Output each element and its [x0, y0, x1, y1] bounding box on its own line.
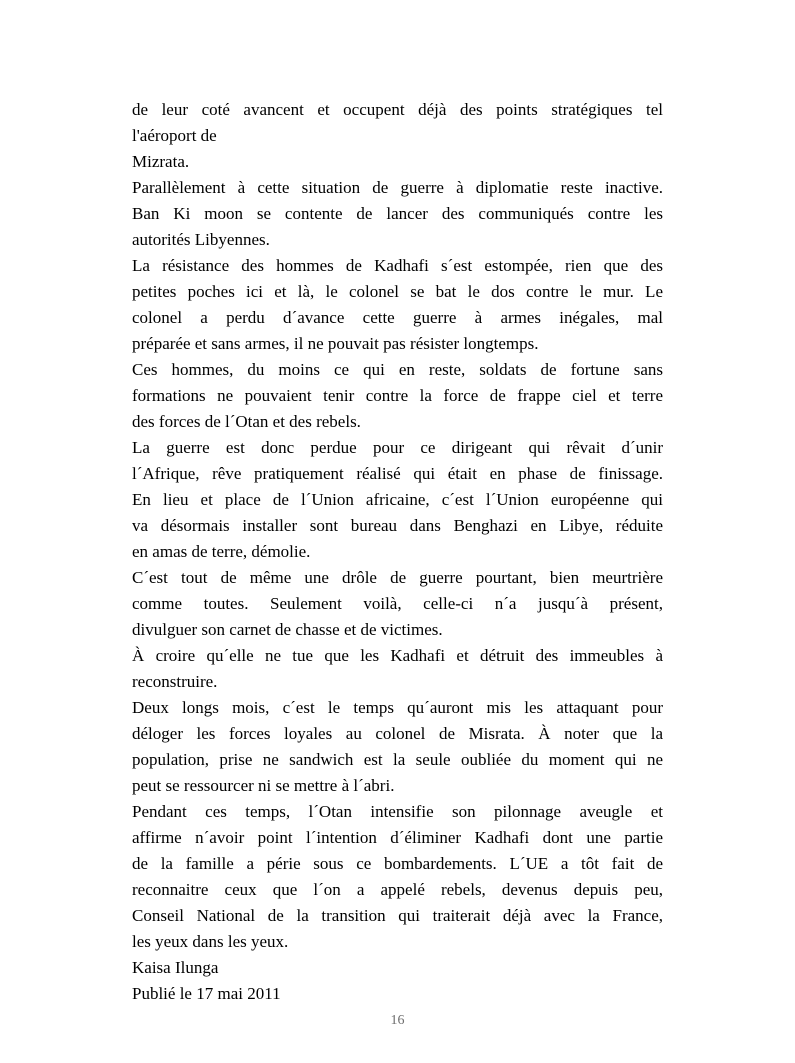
publish-date-line: Publié le 17 mai 2011: [132, 984, 281, 1003]
text-line: de leur coté avancent et occupent déjà des points stratégiques tel: [132, 100, 663, 119]
text-line: Pendant ces temps, l´Otan intensifie son pilonnage aveugle et: [132, 802, 663, 821]
text-line: Ces hommes, du moins ce qui en reste, soldats de fortune sans: [132, 360, 663, 379]
text-line: affirme n´avoir point l´intention d´éliminer Kadhafi dont une partie: [132, 828, 663, 847]
text-line: En lieu et place de l´Union africaine, c´est l´Union européenne qui: [132, 490, 663, 509]
text-line: préparée et sans armes, il ne pouvait pas résister longtemps.: [132, 334, 539, 353]
text-line: colonel a perdu d´avance cette guerre à armes inégales, mal: [132, 308, 663, 327]
text-line: La guerre est donc perdue pour ce dirigeant qui rêvait d´unir: [132, 438, 663, 457]
text-line: Deux longs mois, c´est le temps qu´auront mis les attaquant pour: [132, 698, 663, 717]
text-line: peut se ressourcer ni se mettre à l´abri.: [132, 776, 395, 795]
text-line: de la famille a périe sous ce bombardements. L´UE a tôt fait de: [132, 854, 663, 873]
text-line: formations ne pouvaient tenir contre la force de frappe ciel et terre: [132, 386, 663, 405]
text-line: divulguer son carnet de chasse et de victimes.: [132, 620, 443, 639]
text-line: Conseil National de la transition qui traiterait déjà avec la France,: [132, 906, 663, 925]
text-line: va désormais installer sont bureau dans Benghazi en Libye, réduite: [132, 516, 663, 535]
text-line: À croire qu´elle ne tue que les Kadhafi et détruit des immeubles à: [132, 646, 663, 665]
text-line: population, prise ne sandwich est la seule oubliée du moment qui ne: [132, 750, 663, 769]
text-line: autorités Libyennes.: [132, 230, 270, 249]
author-line: Kaisa Ilunga: [132, 958, 219, 977]
text-line: Parallèlement à cette situation de guerre à diplomatie reste inactive.: [132, 178, 663, 197]
text-line: déloger les forces loyales au colonel de Misrata. À noter que la: [132, 724, 663, 743]
text-line: l'aéroport de: [132, 126, 217, 145]
document-body: [132, 97, 663, 1007]
text-line: en amas de terre, démolie.: [132, 542, 311, 561]
text-line: C´est tout de même une drôle de guerre pourtant, bien meurtrière: [132, 568, 663, 587]
text-line: Ban Ki moon se contente de lancer des communiqués contre les: [132, 204, 663, 223]
text-line: Mizrata.: [132, 152, 190, 171]
text-line: comme toutes. Seulement voilà, celle-ci n´a jusqu´à présent,: [132, 594, 663, 613]
page-number: 16: [390, 1013, 405, 1028]
text-line: l´Afrique, rêve pratiquement réalisé qui était en phase de finissage.: [132, 464, 663, 483]
text-line: La résistance des hommes de Kadhafi s´est estompée, rien que des: [132, 256, 663, 275]
text-line: reconstruire.: [132, 672, 218, 691]
text-line: des forces de l´Otan et des rebels.: [132, 412, 361, 431]
text-line: petites poches ici et là, le colonel se bat le dos contre le mur. Le: [132, 282, 663, 301]
text-line: les yeux dans les yeux.: [132, 932, 289, 951]
text-line: reconnaitre ceux que l´on a appelé rebels, devenus depuis peu,: [132, 880, 663, 899]
